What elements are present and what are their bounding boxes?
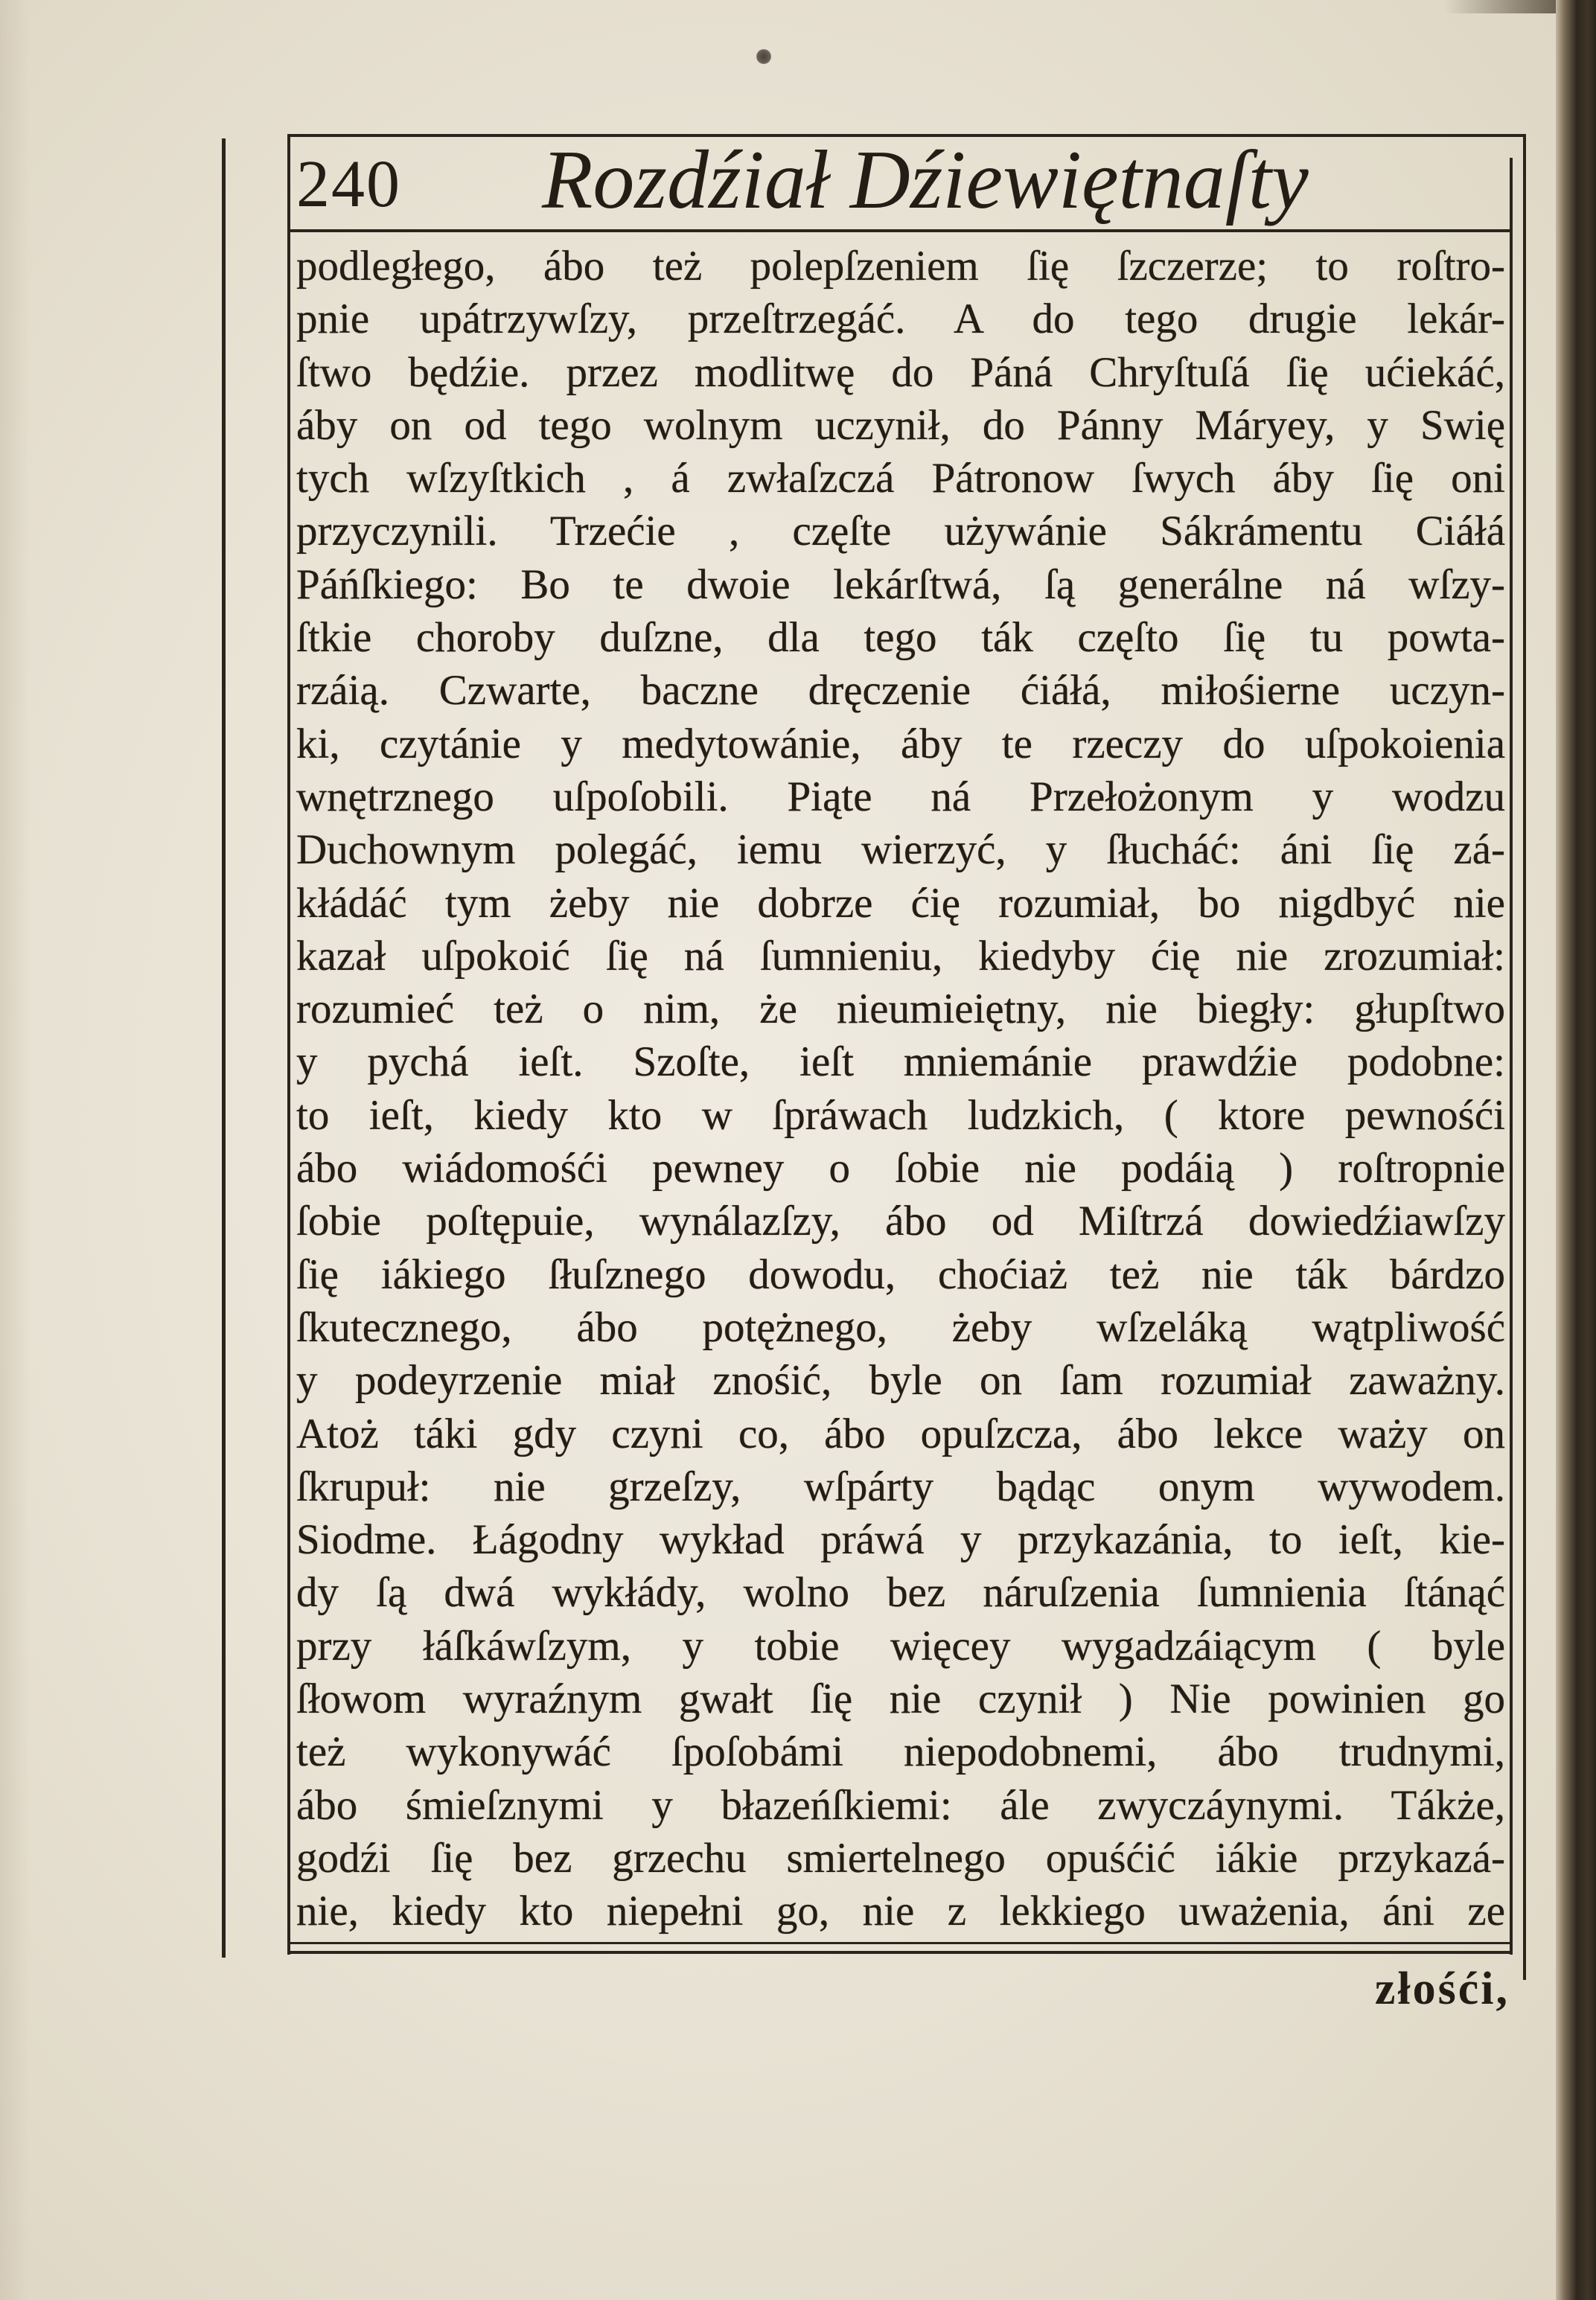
page-edge-shade xyxy=(0,0,30,2300)
text-line: kłádáć tym żeby nie dobrze ćię rozumiał, bo nigdbyć nie xyxy=(296,879,1505,927)
text-block xyxy=(296,240,1505,1938)
text-line: ſtwo będźie. przez modlitwę do Páná Chryſtuſá ſię ućiekáć, xyxy=(296,348,1505,396)
text-line: ſłowom wyraźnym gwałt ſię nie czynił ) Nie powinien go xyxy=(296,1676,1505,1723)
frame-rule-inner-right xyxy=(1510,158,1513,1955)
text-line: ſię iákiego ſłuſznego dowodu, choćiaż też nie ták bárdzo xyxy=(296,1250,1505,1298)
running-title: Rozdźiał Dźiewiętnaſty xyxy=(542,134,1309,226)
text-line: też wykonywáć ſpoſobámi niepodobnemi, ábo trudnymi, xyxy=(296,1728,1505,1776)
frame-rule-outer-left xyxy=(222,138,226,1958)
frame-rule-inner-left xyxy=(287,134,290,1955)
frame-rule-header-bottom xyxy=(287,229,1513,232)
text-line: Atoż táki gdy czyni co, ábo opuſzcza, ábo lekce waży on xyxy=(296,1410,1505,1457)
text-line: godźi ſię bez grzechu smiertelnego opuśćić iákie przykazá- xyxy=(296,1834,1505,1882)
text-line: Páńſkiego: Bo te dwoie lekárſtwá, ſą generálne ná wſzy- xyxy=(296,560,1505,608)
text-line: przy łáſkáwſzym, y tobie więcey wygadzáiącym ( byle xyxy=(296,1622,1505,1670)
text-line: kazał uſpokoić ſię ná ſumnieniu, kiedyby ćię nie zrozumiał: xyxy=(296,932,1505,980)
text-line: ſtkie choroby duſzne, dla tego ták częſto ſię tu powta- xyxy=(296,614,1505,662)
text-line: rozumieć też o nim, że nieumieiętny, nie biegły: głupſtwo xyxy=(296,986,1505,1033)
text-line: ſkutecznego, ábo potężnego, żeby wſzeláką wątpliwość xyxy=(296,1303,1505,1351)
text-line: to ieſt, kiedy kto w ſpráwach ludzkich, ( ktore pewnośći xyxy=(296,1091,1505,1139)
text-line: Siodme. Łágodny wykład práwá y przykazánia, to ieſt, kie- xyxy=(296,1516,1505,1564)
text-line: y podeyrzenie miał znośić, byle on ſam rozumiał zaważny. xyxy=(296,1357,1505,1405)
text-line: ſobie poſtępuie, wynálazſzy, ábo od Miſtrzá dowiedźiawſzy xyxy=(296,1198,1505,1245)
text-line: podległego, ábo też polepſzeniem ſię ſzczerze; to roſtro- xyxy=(296,243,1505,290)
text-line: tych wſzyſtkich , á zwłaſzczá Pátronow ſwych áby ſię oni xyxy=(296,455,1505,502)
text-line: dy ſą dwá wykłády, wolno bez náruſzenia ſumnienia ſtánąć xyxy=(296,1569,1505,1617)
text-line: ábo wiádomośći pewney o ſobie nie podáią ) roſtropnie xyxy=(296,1145,1505,1192)
text-line: y pychá ieſt. Szoſte, ieſt mniemánie prawdźie podobne: xyxy=(296,1038,1505,1086)
binding-edge xyxy=(1556,0,1596,2300)
catchword: złośći, xyxy=(1374,1964,1510,2014)
text-line: pnie upátrzywſzy, przeſtrzegáć. A do tego drugie lekár- xyxy=(296,296,1505,343)
frame-rule-bottom-lower xyxy=(287,1951,1513,1954)
text-line: Duchownym polegáć, iemu wierzyć, y ſłucháć: áni ſię zá- xyxy=(296,826,1505,874)
text-line: ki, czytánie y medytowánie, áby te rzeczy do uſpokoienia xyxy=(296,720,1505,767)
text-line: nie, kiedy kto niepełni go, nie z lekkiego uważenia, áni ze xyxy=(296,1888,1505,1935)
text-line: ábo śmieſznymi y błazeńſkiemi: ále zwyczáynymi. Tákże, xyxy=(296,1781,1505,1829)
text-line: áby on od tego wolnym uczynił, do Pánny Máryey, y Swię xyxy=(296,401,1505,449)
ink-spot xyxy=(756,49,771,64)
frame-rule-bottom-upper xyxy=(287,1942,1513,1944)
page-number: 240 xyxy=(296,147,401,221)
text-line: przyczynili. Trzećie , częſte używánie Sákrámentu Ciáłá xyxy=(296,508,1505,555)
text-line: ſkrupuł: nie grzeſzy, wſpárty bądąc onym wywodem. xyxy=(296,1463,1505,1510)
text-line: rzáią. Czwarte, baczne dręczenie ćiáłá, miłośierne uczyn- xyxy=(296,667,1505,715)
text-line: wnętrznego uſpoſobili. Piąte ná Przełożonym y wodzu xyxy=(296,773,1505,820)
binding-corner-shadow xyxy=(1444,0,1556,13)
frame-rule-outer-right xyxy=(1523,137,1526,1980)
